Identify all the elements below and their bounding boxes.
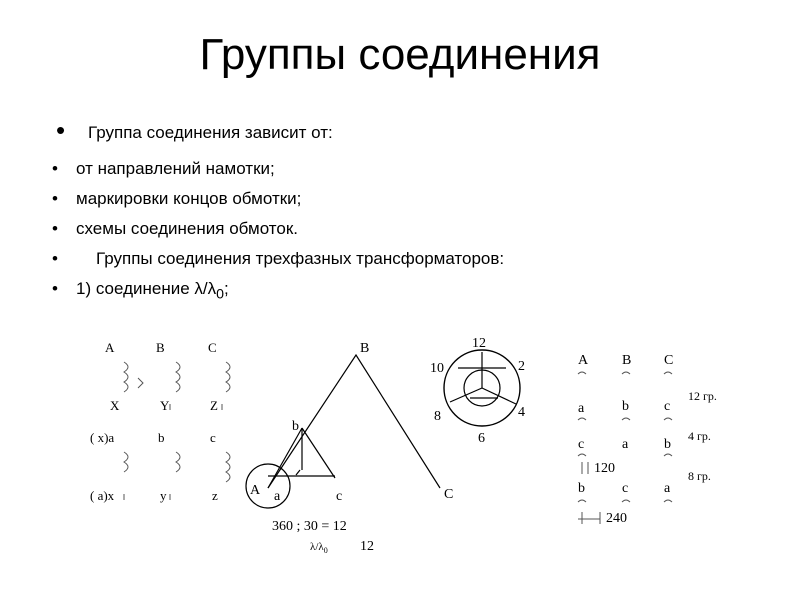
group-table: [578, 353, 717, 526]
table-header-a: A: [578, 353, 589, 368]
bullet-prefix: 1) соединение λ/λ: [76, 279, 217, 298]
clock-diagram: [444, 350, 520, 426]
clock-4: 4: [518, 405, 525, 420]
bullet-item: • маркировки концов обмотки;: [52, 184, 504, 214]
table-cell: b: [578, 481, 585, 496]
group-label-12: 12 гр.: [688, 389, 717, 403]
clock-8: 8: [434, 409, 441, 424]
winding-low-b: b: [158, 430, 165, 445]
vector-triangle: [246, 355, 440, 508]
vertex-a-lower: a: [274, 489, 281, 504]
winding-mid-x: X: [110, 398, 120, 413]
vertex-a-upper: A: [250, 483, 261, 498]
winding-mid-z: Z: [210, 398, 218, 413]
group-label-4: 4 гр.: [688, 429, 711, 443]
winding-top-a: A: [105, 340, 115, 355]
winding-low-c: c: [210, 430, 216, 445]
winding-bottom-x: ( a)x: [90, 488, 115, 503]
clock-10: 10: [430, 361, 444, 376]
vertex-b-upper: B: [360, 341, 370, 356]
bullet-item: • схемы соединения обмоток.: [52, 214, 504, 244]
winding-top-b: B: [156, 340, 165, 355]
clock-12: 12: [472, 336, 486, 351]
clock-6: 6: [478, 431, 485, 446]
winding-bottom-y: y: [160, 488, 167, 503]
triangle-labels: [250, 341, 453, 555]
winding-mid-y: Y: [160, 398, 170, 413]
ratio-value: 12: [360, 539, 374, 554]
vertex-c-upper: C: [444, 487, 454, 502]
angle-120: 120: [594, 461, 615, 476]
vertex-b-lower: b: [292, 419, 299, 434]
table-cell: b: [622, 399, 629, 414]
table-cell: a: [622, 437, 629, 452]
table-cell: b: [664, 437, 671, 452]
table-cell: c: [622, 481, 629, 496]
angle-240: 240: [606, 511, 627, 526]
bullet-item: • Группы соединения трехфазных трансформаторов:: [52, 244, 504, 274]
table-cell: c: [578, 437, 585, 452]
winding-diagram: [90, 340, 218, 503]
vertex-c-lower: c: [336, 489, 343, 504]
clock-2: 2: [518, 359, 525, 374]
table-cell: a: [578, 401, 585, 416]
ratio-label: $\lambda/\lambda_0$: [310, 541, 328, 555]
table-header-c: C: [664, 353, 674, 368]
table-header-b: B: [622, 353, 632, 368]
bullet-suffix: ;: [223, 279, 229, 298]
group-label-8: 8 гр.: [688, 469, 711, 483]
winding-low-a: ( x)a: [90, 430, 115, 445]
table-cell: c: [664, 399, 671, 414]
slide-title: Группы соединения: [199, 30, 601, 79]
bullet-item: • от направлений намотки;: [52, 154, 504, 184]
table-cell: a: [664, 481, 671, 496]
angle-equation: 360 ; 30 = 12: [272, 519, 347, 534]
winding-top-c: C: [208, 340, 217, 355]
bullet-item: • Группа соединения зависит от:: [52, 118, 504, 148]
bullet-sub: 0: [216, 286, 224, 303]
winding-bottom-z: z: [212, 488, 218, 503]
